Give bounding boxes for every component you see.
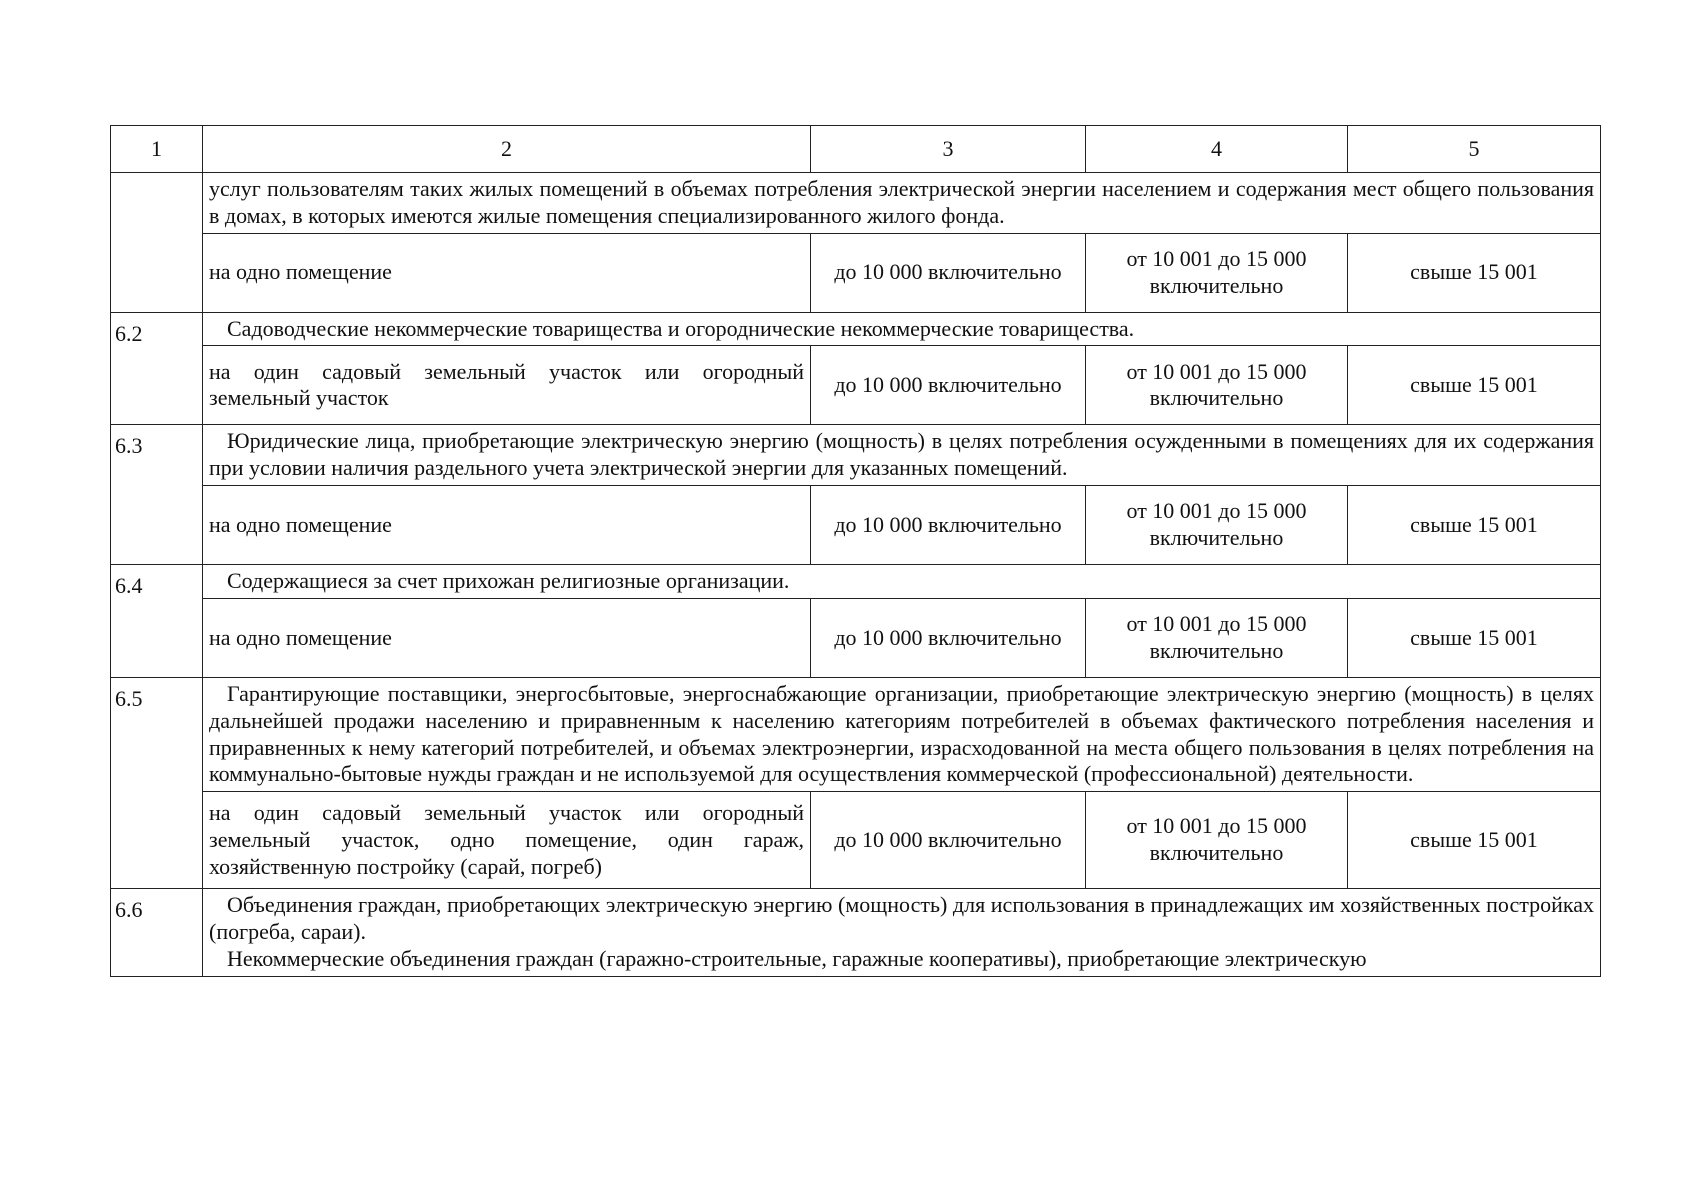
row-description: Гарантирующие поставщики, энергосбытовые, энергоснабжающие организации, приобретающие электрическую энергию (мощность) в целях дальнейшей продажи населению и приравненным к населению категориям потребителей в объемах фактического потребления населения и приравненных к нему категорий потребителей, и объемах электроэнергии, израсходованной на места общего пользования в целях потребления на коммунально-бытовые нужды граждан и не используемой для осуществления коммерческой (профессиональной) деятельности.: [203, 677, 1601, 791]
row-unit: на один садовый земельный участок или огородный земельный участок: [203, 346, 811, 425]
row-number: 6.5: [111, 677, 203, 888]
header-col-2: 2: [203, 126, 811, 173]
row-description: услуг пользователям таких жилых помещений в объемах потребления электрической энергии населением и содержания мест общего пользования в домах, в которых имеются жилые помещения специализированного жилого фонда.: [203, 173, 1601, 234]
row-col5-value: свыше 15 001: [1348, 233, 1601, 312]
table-row: [111, 889, 1601, 976]
row-unit: на одно помещение: [203, 598, 811, 677]
row-description: Содержащиеся за счет прихожан религиозные организации.: [203, 565, 1601, 599]
row-col3-value: до 10 000 включительно: [811, 346, 1086, 425]
row-col4-value: от 10 001 до 15 000 включительно: [1086, 598, 1348, 677]
header-col-3: 3: [811, 126, 1086, 173]
row-description: Садоводческие некоммерческие товарищества и огороднические некоммерческие товарищества.: [203, 312, 1601, 346]
row-number: 6.6: [111, 889, 203, 976]
table-row: [111, 425, 1601, 486]
header-col-1: 1: [111, 126, 203, 173]
row-number: 6.2: [111, 312, 203, 425]
table-row: [111, 173, 1601, 234]
row-description: [203, 889, 1601, 976]
tariff-table: [110, 125, 1601, 977]
table-subrow: [111, 233, 1601, 312]
row-col4-value: от 10 001 до 15 000 включительно: [1086, 233, 1348, 312]
row-col3-value: до 10 000 включительно: [811, 598, 1086, 677]
paragraph-1: Объединения граждан, приобретающих электрическую энергию (мощность) для использования в принадлежащих им хозяйственных постройках (погреба, сараи).: [209, 892, 1594, 945]
row-col3-value: до 10 000 включительно: [811, 233, 1086, 312]
table-subrow: [111, 598, 1601, 677]
row-number: [111, 173, 203, 313]
header-col-4: 4: [1086, 126, 1348, 173]
table-row: [111, 312, 1601, 346]
row-col4-value: от 10 001 до 15 000 включительно: [1086, 346, 1348, 425]
row-col5-value: свыше 15 001: [1348, 486, 1601, 565]
row-col4-value: от 10 001 до 15 000 включительно: [1086, 792, 1348, 889]
row-description: Юридические лица, приобретающие электрическую энергию (мощность) в целях потребления осужденными в помещениях для их содержания при условии наличия раздельного учета электрической энергии для указанных помещений.: [203, 425, 1601, 486]
table-subrow: [111, 486, 1601, 565]
table-subrow: [111, 346, 1601, 425]
row-unit: на одно помещение: [203, 486, 811, 565]
header-col-5: 5: [1348, 126, 1601, 173]
row-unit: на один садовый земельный участок или огородный земельный участок, одно помещение, один гараж, хозяйственную постройку (сарай, погреб): [203, 792, 811, 889]
table-row: [111, 677, 1601, 791]
row-col4-value: от 10 001 до 15 000 включительно: [1086, 486, 1348, 565]
row-unit: на одно помещение: [203, 233, 811, 312]
row-col3-value: до 10 000 включительно: [811, 792, 1086, 889]
row-number: 6.3: [111, 425, 203, 565]
row-col3-value: до 10 000 включительно: [811, 486, 1086, 565]
row-col5-value: свыше 15 001: [1348, 792, 1601, 889]
table-header-row: [111, 126, 1601, 173]
table-subrow: [111, 792, 1601, 889]
row-col5-value: свыше 15 001: [1348, 598, 1601, 677]
table-row: [111, 565, 1601, 599]
row-col5-value: свыше 15 001: [1348, 346, 1601, 425]
paragraph-2: Некоммерческие объединения граждан (гаражно-строительные, гаражные кооперативы), приобретающие электрическую: [227, 945, 1367, 971]
row-number: 6.4: [111, 565, 203, 678]
